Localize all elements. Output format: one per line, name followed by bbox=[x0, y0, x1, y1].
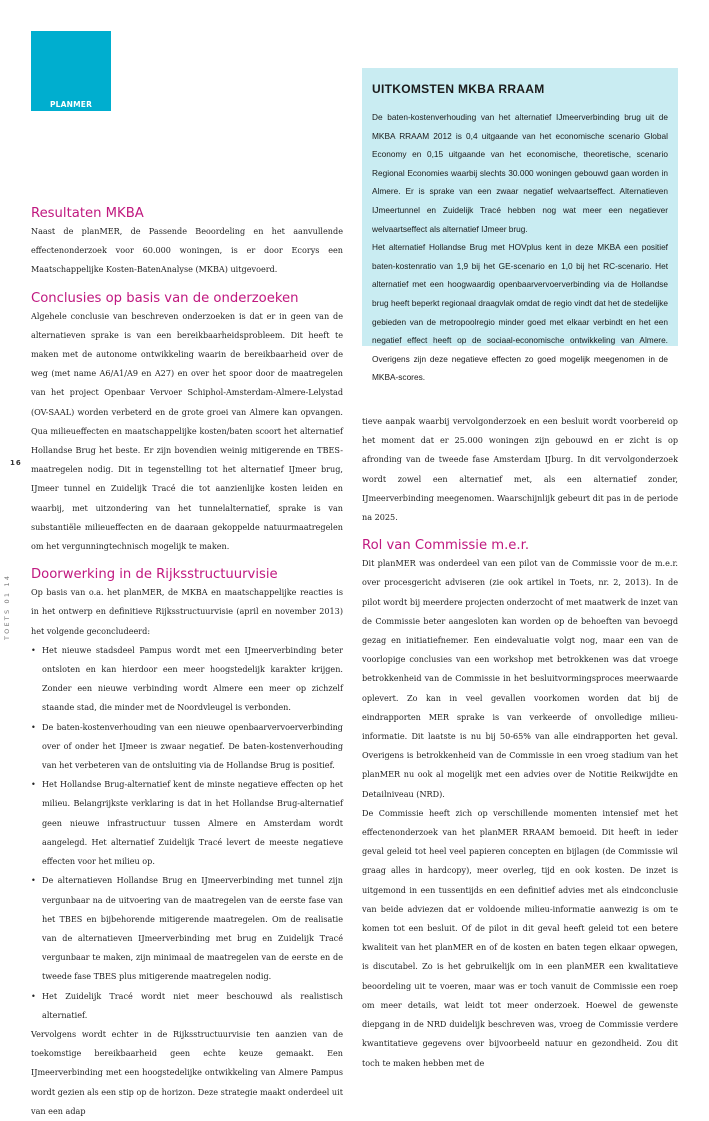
sidebar-box-mkba-rraam bbox=[362, 68, 678, 383]
sidebar-box-title: UITKOMSTEN MKBA RRAAM bbox=[372, 82, 545, 96]
section-tag-box bbox=[31, 31, 111, 111]
paragraph-resultaten: Naast de planMER, de Passende Beoordeling en het aanvullende effectenonderzoek voor 60.000 woningen, is er door Ecorys een Maatschappelijke Kosten-BatenAnalyse (MKBA) uitgevoerd. bbox=[31, 226, 343, 275]
conclusions-list bbox=[31, 641, 343, 1025]
heading-conclusies: Conclusies op basis van de onderzoeken bbox=[31, 290, 299, 306]
right-column bbox=[362, 412, 678, 1073]
sidebar-box-paragraph: De baten-kostenverhouding van het alternatief IJmeerverbinding brug uit de MKBA RRAAM 2012 is 0,4 uitgaande van het economische scenario Global Economy en 0,15 uitgaande van het economische, theoretische, scenario Regional Economies waarbij slechts 30.000 woningen gebouwd gaan worden in Almere. Er is sprake van een zwaar negatief welvaartseffect. Alternatieven IJmeertunnel en Zuidelijk Tracé hebben nog wat meer een negatiever welvaartseffect als alternatief IJmeer brug. bbox=[372, 112, 668, 234]
heading-resultaten-mkba: Resultaten MKBA bbox=[31, 206, 144, 221]
paragraph-doorwerking-intro: Op basis van o.a. het planMER, de MKBA en maatschappelijke reacties is in het ontwerp en definitieve Rijksstructuurvisie (april en november 2013) het volgende geconcludeerd: bbox=[31, 587, 343, 636]
list-item: • Het Hollandse Brug-alternatief kent de minste negatieve effecten op het milieu. Belangrijkste verklaring is dat in het Hollandse Brug-alternatief geen nieuwe infrastructuur tussen Almere en Amsterdam wordt aangelegd. Het alternatief Zuidelijk Tracé levert de meeste negatieve effecten voor het milieu op. bbox=[31, 775, 343, 871]
paragraph-doorwerking-continuation: tieve aanpak waarbij vervolgonderzoek en een besluit wordt voorbereid op het moment dat er 25.000 woningen zijn gebouwd en er zicht is op afronding van de tweede fase Amsterdam IJburg. In dit vervolgonderzoek wordt zowel een alternatief met, als een alternatief zonder, IJmeerverbinding meegenomen. Waarschijnlijk gebeurt dit pas in de periode na 2025. bbox=[362, 416, 678, 523]
left-column bbox=[31, 205, 343, 1121]
journal-issue-label: TOETS 01 14 bbox=[3, 573, 11, 640]
list-item: • Het Zuidelijk Tracé wordt niet meer beschouwd als realistisch alternatief. bbox=[31, 987, 343, 1025]
paragraph-commissie-2: De Commissie heeft zich op verschillende momenten intensief met het effectenonderzoek van het planMER RRAAM bemoeid. Dit heeft in ieder geval geleid tot heel veel papieren concepten en bijlagen (de Commissie wil graag alles in hardcopy), meer overleg, tijd en ook kosten. De inzet is uitgemond in een tussentijds en een definitief advies met als eindconclusie van beide adviezen dat er voldoende milieu-informatie aanwezig is om te komen tot een besluit. Of de pilot in dit geval heeft geleid tot een betere kwaliteit van het planMER en of de kosten en baten tegen elkaar opwegen, is discutabel. Zo is het gebruikelijk om in een planMER een kwalitatieve beoordeling uit te voeren, maar was er toch vanuit de Commissie een roep om meer details, wat leidt tot meer onderzoek. Hoewel de gewenste diepgang in de NRD duidelijk beschreven was, vroeg de Commissie verdere kwantitatieve gegevens over bijvoorbeeld natuur en gezondheid. Zou dit toch te maken hebben met de bbox=[362, 807, 678, 1068]
heading-rol-commissie: Rol van Commissie m.e.r. bbox=[362, 538, 530, 554]
list-item: • De alternatieven Hollandse Brug en IJmeerverbinding met tunnel zijn vergunbaar na de uitvoering van de maatregelen van de eerste fase van het TBES en bijbehorende mitigerende maatregelen. Om de realisatie van de alternatieven IJmeerverbinding met brug en Zuidelijk Tracé vergunbaar te maken, zijn minimaal de maatregelen van de eerste en de tweede fase TBES plus mitigerende maatregelen nodig. bbox=[31, 871, 343, 986]
section-tag-label: PLANMER bbox=[49, 100, 93, 109]
list-item: • Het nieuwe stadsdeel Pampus wordt met een IJmeerverbinding beter ontsloten en kan hierdoor een meer hoogstedelijk karakter krijgen. Zonder een nieuwe verbinding wordt Almere een meer op zichzelf staande stad, die minder met de Noordvleugel is verbonden. bbox=[31, 641, 343, 718]
page-number: 16 bbox=[10, 459, 22, 467]
paragraph-commissie-1: Dit planMER was onderdeel van een pilot van de Commissie voor de m.e.r. over procesgericht adviseren (zie ook artikel in Toets, nr. 2, 2013). In de pilot wordt bij meerdere projecten onderzocht of met maatwerk de inzet van de Commissie beter aangesloten kan worden op de behoeften van bevoegd gezag en initiatiefnemer. Een eindevaluatie volgt nog, maar een van de voorlopige conclusies van een workshop met betrokkenen was dat vroege betrokkenheid van de Commissie in het besluitvormingsproces meerwaarde oplevert. Zo kan in veel gevallen voorkomen worden dat bij de eindrapporten MER sprake is van verkeerde of onvolledige milieu-informatie. Dit laatste is nu bij 50-65% van alle eindrapporten het geval. Overigens is betrokkenheid van de Commissie in een vroeg stadium van het planMER nu ook al mogelijk met een advies over de Notitie Reikwijdte en Detailniveau (NRD). bbox=[362, 558, 678, 799]
list-item: • De baten-kostenverhouding van een nieuwe openbaarvervoerverbinding over of onder het IJmeer is zwaar negatief. De baten-kostenverhouding van het verbeteren van de ontsluiting via de Hollandse Brug is positief. bbox=[31, 718, 343, 776]
heading-doorwerking: Doorwerking in de Rijksstructuurvisie bbox=[31, 567, 278, 583]
sidebar-box-paragraph: Het alternatief Hollandse Brug met HOVplus kent in deze MKBA een positief baten-kostenratio van 1,9 bij het GE-scenario en 1,0 bij het RC-scenario. Het alternatief met een hoogwaardig openbaarvervoerverbinding via de Hollandse brug heeft beperkt regionaal draagvlak omdat de regio vindt dat het de stedelijke gebieden van de metropoolregio minder goed met elkaar verbindt en het een negatief effect heeft op de sociaal-economische ontwikkeling van Almere. Overigens zijn deze negatieve effecten zo goed mogelijk meegenomen in de MKBA-scores. bbox=[372, 242, 668, 383]
paragraph-conclusies: Algehele conclusie van beschreven onderzoeken is dat er in geen van de alternatieven sprake is van een bereikbaarheidsprobleem. Dit heeft te maken met de autonome ontwikkeling waarin de bereikbaarheid over de weg (met name A6/A1/A9 en A27) en over het spoor door de maatregelen van het project Openbaar Vervoer Schiphol-Amsterdam-Almere-Lelystad (OV-SAAL) worden verbeterd en de grote groei van Almere kan opvangen. Qua milieueffecten en maatschappelijke kosten/baten scoort het alternatief Hollandse Brug het beste. Er zijn bovendien weinig mitigerende en TBES-maatregelen nodig. Dit in tegenstelling tot het alternatief IJmeer brug, IJmeer tunnel en Zuidelijk Tracé die tot aanzienlijke kosten leiden en waarbij, met uitzondering van het tunnelalternatief, sprake is van substantiële milieueffecten en de daaraan gekoppelde natuurmaatregelen om het vergunningtechnisch mogelijk te maken. bbox=[31, 310, 343, 552]
paragraph-doorwerking-outro: Vervolgens wordt echter in de Rijksstructuurvisie ten aanzien van de toekomstige bereikbaarheid geen echte keuze gemaakt. Een IJmeerverbinding met een hoogstedelijke ontwikkeling van Almere Pampus wordt gezien als een stip op de horizon. Deze strategie maakt onderdeel uit van een adap bbox=[31, 1028, 343, 1116]
